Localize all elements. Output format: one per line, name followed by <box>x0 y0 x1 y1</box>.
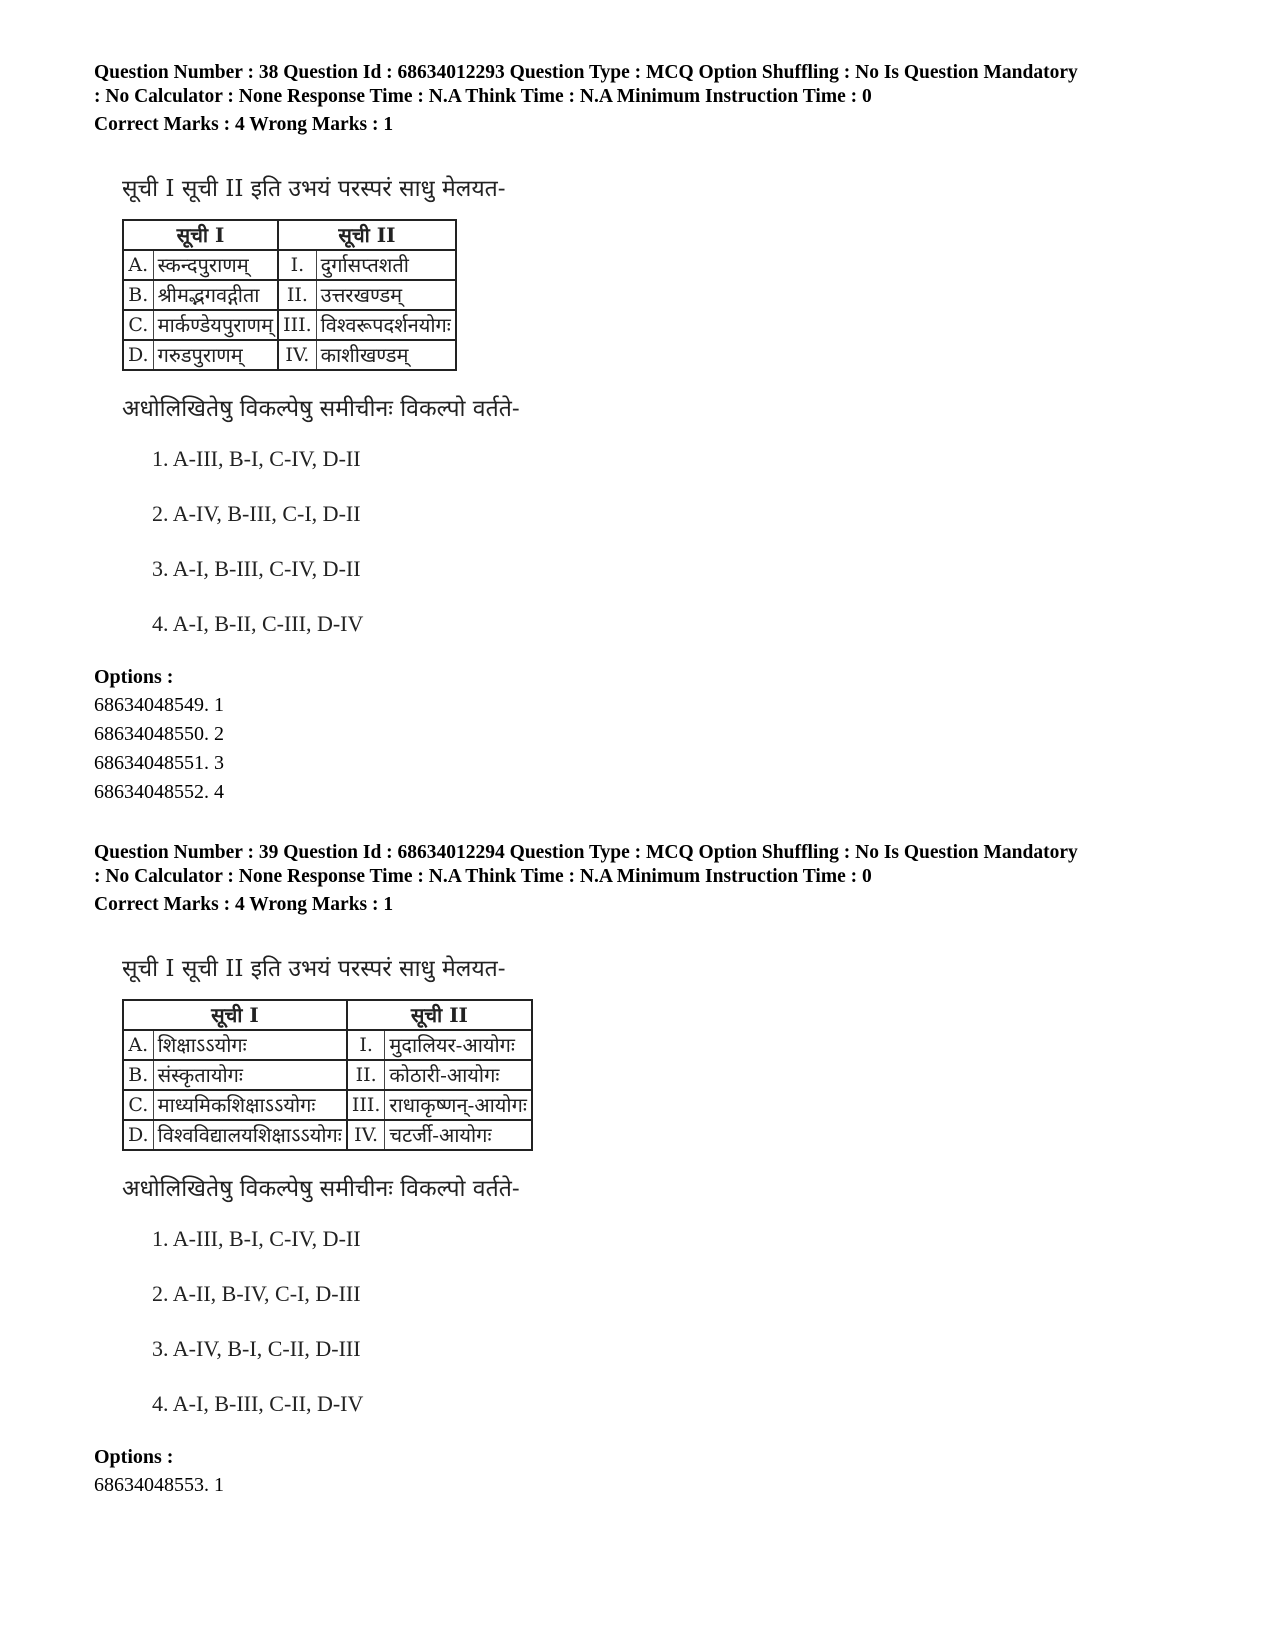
option-item: 68634048549. 1 <box>94 694 224 716</box>
question-stem: सूची I सूची II इति उभयं परस्परं साधु मेलयत- <box>122 176 506 202</box>
option-item: 68634048553. 1 <box>94 1474 224 1496</box>
row-label: I. <box>278 250 316 280</box>
question-meta <box>94 61 1214 137</box>
question-prompt: अधोलिखितेषु विकल्पेषु समीचीनः विकल्पो वर्तते- <box>122 396 520 422</box>
table-header-row <box>123 220 456 250</box>
choice-item: 2. A-II, B-IV, C-I, D-III <box>152 1281 361 1306</box>
header-list-1: सूची I <box>123 1000 347 1030</box>
row-label: IV. <box>347 1120 385 1150</box>
option-item: 68634048552. 4 <box>94 781 224 803</box>
table-row <box>123 340 456 370</box>
question-content <box>122 939 1214 1437</box>
row-label: C. <box>123 1090 153 1120</box>
left-item: गरुडपुराणम् <box>153 340 278 370</box>
left-item: माध्यमिकशिक्षाऽऽयोगः <box>153 1090 347 1120</box>
table-row <box>123 310 456 340</box>
options-label: Options : <box>94 666 174 688</box>
right-item: उत्तरखण्डम् <box>316 280 456 310</box>
table-header-row <box>123 1000 532 1030</box>
meta-line-2: : No Calculator : None Response Time : N.A Think Time : N.A Minimum Instruction Time : 0 <box>94 86 872 107</box>
right-item: कोठारी-आयोगः <box>385 1060 532 1090</box>
row-label: IV. <box>278 340 316 370</box>
right-item: राधाकृष्णन्-आयोगः <box>385 1090 532 1120</box>
choice-item: 2. A-IV, B-III, C-I, D-II <box>152 501 361 526</box>
row-label: D. <box>123 1120 153 1150</box>
table-row <box>123 1030 532 1060</box>
row-label: C. <box>123 310 153 340</box>
question-content <box>122 159 1214 657</box>
table-row <box>123 1120 532 1150</box>
option-item: 68634048550. 2 <box>94 723 224 745</box>
row-label: III. <box>278 310 316 340</box>
options-list <box>94 1471 1214 1500</box>
left-item: श्रीमद्भगवद्गीता <box>153 280 278 310</box>
left-item: स्कन्दपुराणम् <box>153 250 278 280</box>
marks-line: Correct Marks : 4 Wrong Marks : 1 <box>94 114 394 135</box>
row-label: D. <box>123 340 153 370</box>
row-label: A. <box>123 250 153 280</box>
choice-item: 3. A-IV, B-I, C-II, D-III <box>152 1336 361 1361</box>
marks-line: Correct Marks : 4 Wrong Marks : 1 <box>94 894 394 915</box>
row-label: A. <box>123 1030 153 1060</box>
match-table <box>122 999 533 1151</box>
row-label: III. <box>347 1090 385 1120</box>
match-table <box>122 219 457 371</box>
right-item: दुर्गासप्तशती <box>316 250 456 280</box>
header-list-1: सूची I <box>123 220 278 250</box>
table-row <box>123 1060 532 1090</box>
left-item: संस्कृतायोगः <box>153 1060 347 1090</box>
table-row <box>123 280 456 310</box>
right-item: काशीखण्डम् <box>316 340 456 370</box>
question-prompt: अधोलिखितेषु विकल्पेषु समीचीनः विकल्पो वर्तते- <box>122 1176 520 1202</box>
table-row <box>123 250 456 280</box>
choice-list <box>152 1217 1214 1437</box>
options-label: Options : <box>94 1446 174 1468</box>
choice-item: 1. A-III, B-I, C-IV, D-II <box>152 1226 361 1251</box>
meta-line-2: : No Calculator : None Response Time : N.A Think Time : N.A Minimum Instruction Time : 0 <box>94 866 872 887</box>
left-item: मार्कण्डेयपुराणम् <box>153 310 278 340</box>
choice-item: 3. A-I, B-III, C-IV, D-II <box>152 556 361 581</box>
left-item: विश्वविद्यालयशिक्षाऽऽयोगः <box>153 1120 347 1150</box>
choice-item: 4. A-I, B-III, C-II, D-IV <box>152 1391 364 1416</box>
row-label: II. <box>278 280 316 310</box>
row-label: II. <box>347 1060 385 1090</box>
meta-line-1: Question Number : 38 Question Id : 68634012293 Question Type : MCQ Option Shuffling : No Is Question Mandatory <box>94 62 1078 83</box>
right-item: विश्वरूपदर्शनयोगः <box>316 310 456 340</box>
question-38 <box>94 61 1214 807</box>
left-item: शिक्षाऽऽयोगः <box>153 1030 347 1060</box>
row-label: I. <box>347 1030 385 1060</box>
header-list-2: सूची II <box>347 1000 532 1030</box>
row-label: B. <box>123 1060 153 1090</box>
option-item: 68634048551. 3 <box>94 752 224 774</box>
right-item: मुदालियर-आयोगः <box>385 1030 532 1060</box>
question-meta <box>94 841 1214 917</box>
header-list-2: सूची II <box>278 220 456 250</box>
row-label: B. <box>123 280 153 310</box>
question-39 <box>94 841 1214 1500</box>
choice-item: 4. A-I, B-II, C-III, D-IV <box>152 611 364 636</box>
choice-item: 1. A-III, B-I, C-IV, D-II <box>152 446 361 471</box>
meta-line-1: Question Number : 39 Question Id : 68634012294 Question Type : MCQ Option Shuffling : No Is Question Mandatory <box>94 842 1078 863</box>
options-list <box>94 691 1214 807</box>
right-item: चटर्जी-आयोगः <box>385 1120 532 1150</box>
choice-list <box>152 437 1214 657</box>
question-stem: सूची I सूची II इति उभयं परस्परं साधु मेलयत- <box>122 956 506 982</box>
table-row <box>123 1090 532 1120</box>
